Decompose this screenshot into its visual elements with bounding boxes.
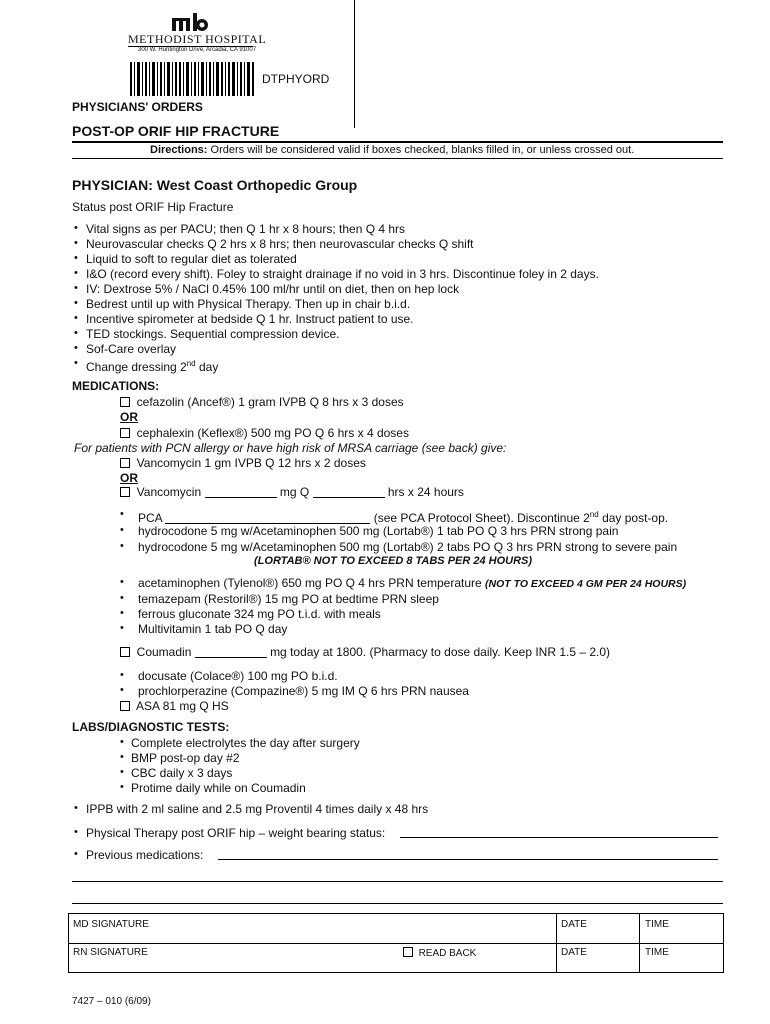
- checkbox[interactable]: [120, 458, 130, 468]
- med-cefazolin[interactable]: [120, 395, 404, 409]
- physician-line: [72, 177, 357, 193]
- form-title: POST-OP ORIF HIP FRACTURE: [72, 123, 280, 139]
- header-vertical-rule: [354, 0, 355, 128]
- directions-text: Orders will be considered valid if boxes checked, blanks filled in, or unless crossed out.: [210, 144, 635, 156]
- hospital-name: METHODIST HOSPITAL: [128, 32, 267, 46]
- vanco2-mid: mg Q: [279, 485, 310, 499]
- table-col-divider: [556, 914, 557, 972]
- lab-item: Complete electrolytes the day after surgery: [131, 736, 360, 750]
- bullet: •: [120, 766, 124, 778]
- bullet: •: [74, 357, 78, 369]
- form-type: PHYSICIANS' ORDERS: [72, 100, 203, 114]
- checkbox[interactable]: [120, 428, 130, 438]
- med-ferrous: ferrous gluconate 324 mg PO t.i.d. with meals: [138, 607, 381, 621]
- vanco-frequency-field[interactable]: [313, 486, 385, 498]
- weight-bearing-field[interactable]: [400, 837, 718, 838]
- bullet: •: [120, 607, 124, 619]
- dressing-sup: nd: [186, 359, 196, 368]
- med-prochlorperazine: prochlorperazine (Compazine®) 5 mg IM Q 6 hrs PRN nausea: [138, 684, 469, 698]
- bullet: •: [74, 282, 78, 294]
- bullet: •: [120, 669, 124, 681]
- lab-item: CBC daily x 3 days: [131, 766, 233, 780]
- form-number: 7427 – 010 (6/09): [72, 996, 151, 1007]
- pca-field[interactable]: [165, 512, 370, 524]
- or-label: OR: [120, 471, 138, 485]
- order-item: Incentive spirometer at bedside Q 1 hr. Instruct patient to use.: [86, 312, 414, 326]
- hospital-logo-icon: [170, 12, 210, 32]
- med-cephalexin[interactable]: [120, 426, 409, 440]
- pt-order: [86, 826, 385, 840]
- order-item-dressing: [86, 357, 218, 374]
- pca-sup: nd: [589, 510, 599, 519]
- prev-meds-line-2[interactable]: [72, 881, 723, 882]
- bullet: •: [120, 751, 124, 763]
- med-vanco1-label: Vancomycin 1 gm IVPB Q 12 hrs x 2 doses: [136, 456, 366, 470]
- bullet: •: [120, 622, 124, 634]
- prev-meds-field[interactable]: [218, 859, 718, 860]
- barcode-code: DTPHYORD: [262, 72, 330, 86]
- pt-label: Physical Therapy post ORIF hip – weight bearing status:: [86, 826, 386, 840]
- med-multivitamin: Multivitamin 1 tab PO Q day: [138, 622, 288, 636]
- checkbox[interactable]: [120, 647, 130, 657]
- lortab-warning: (LORTAB® NOT TO EXCEED 8 TABS PER 24 HOURS): [254, 555, 533, 567]
- checkbox[interactable]: [120, 701, 130, 711]
- md-signature-field[interactable]: [73, 919, 553, 941]
- barcode: [130, 62, 255, 96]
- md-signature-label: MD SIGNATURE: [73, 919, 149, 930]
- coumadin-label: Coumadin: [136, 645, 192, 659]
- bullet: •: [74, 802, 78, 814]
- read-back-checkbox[interactable]: [403, 947, 476, 959]
- rn-signature-label: RN SIGNATURE: [73, 947, 148, 958]
- bullet: •: [74, 237, 78, 249]
- date-label: DATE: [561, 947, 587, 958]
- read-back-label: READ BACK: [418, 948, 477, 959]
- bullet: •: [120, 576, 124, 588]
- ippb-order: IPPB with 2 ml saline and 2.5 mg Proventil 4 times daily x 48 hrs: [86, 802, 429, 816]
- acet-warning: (NOT TO EXCEED 4 GM PER 24 HOURS): [485, 578, 687, 590]
- time-label: TIME: [645, 947, 669, 958]
- or-label: OR: [120, 410, 138, 424]
- order-item: Sof-Care overlay: [86, 342, 177, 356]
- prev-meds-label: Previous medications:: [86, 848, 204, 862]
- bullet: •: [120, 592, 124, 604]
- med-cephalexin-label: cephalexin (Keflex®) 500 mg PO Q 6 hrs x 4 doses: [136, 426, 409, 440]
- bullet: •: [120, 540, 124, 552]
- med-hydrocodone-1: hydrocodone 5 mg w/Acetaminophen 500 mg (Lortab®) 1 tab PO Q 3 hrs PRN strong pain: [138, 524, 619, 538]
- time-label: TIME: [645, 919, 669, 930]
- md-time-field[interactable]: [645, 919, 719, 941]
- order-item: Liquid to soft to regular diet as tolerated: [86, 252, 297, 266]
- order-item: Bedrest until up with Physical Therapy. Then up in chair b.i.d.: [86, 297, 411, 311]
- lab-item: BMP post-op day #2: [131, 751, 240, 765]
- date-label: DATE: [561, 919, 587, 930]
- order-item: IV: Dextrose 5% / NaCl 0.45% 100 ml/hr until on diet, then on hep lock: [86, 282, 460, 296]
- bullet: •: [74, 222, 78, 234]
- prev-meds-line-3[interactable]: [72, 903, 723, 904]
- pca-end: day post-op.: [598, 511, 669, 525]
- bullet: •: [74, 826, 78, 838]
- vanco2-label: Vancomycin: [136, 485, 202, 499]
- bullet: •: [74, 252, 78, 264]
- hospital-address: 300 W. Huntington Drive, Arcadia, CA 91007: [138, 47, 257, 53]
- med-vancomycin-2[interactable]: [120, 485, 464, 499]
- rn-signature-field[interactable]: [73, 947, 393, 969]
- physician-label: PHYSICIAN:: [72, 177, 153, 193]
- med-temazepam: temazepam (Restoril®) 15 mg PO at bedtime PRN sleep: [138, 592, 439, 606]
- coumadin-dose-field[interactable]: [195, 646, 267, 658]
- physician-name: West Coast Orthopedic Group: [156, 177, 358, 193]
- vanco2-end: hrs x 24 hours: [387, 485, 464, 499]
- bullet: •: [120, 684, 124, 696]
- med-coumadin[interactable]: [120, 645, 610, 659]
- table-col-divider: [639, 914, 640, 972]
- bullet: •: [120, 781, 124, 793]
- med-cefazolin-label: cefazolin (Ancef®) 1 gram IVPB Q 8 hrs x 3 doses: [136, 395, 404, 409]
- checkbox[interactable]: [403, 947, 413, 957]
- bullet: •: [120, 508, 124, 520]
- med-hydrocodone-2: hydrocodone 5 mg w/Acetaminophen 500 mg (Lortab®) 2 tabs PO Q 3 hrs PRN strong to severe pain: [138, 540, 678, 554]
- order-item: Neurovascular checks Q 2 hrs x 8 hrs; then neurovascular checks Q shift: [86, 237, 474, 251]
- md-date-field[interactable]: [561, 919, 635, 941]
- bullet: •: [74, 327, 78, 339]
- order-item: TED stockings. Sequential compression device.: [86, 327, 340, 341]
- pcn-note: For patients with PCN allergy or have high risk of MRSA carriage (see back) give:: [74, 441, 507, 455]
- bullet: •: [74, 267, 78, 279]
- dressing-text: Change dressing 2: [86, 360, 187, 374]
- directions-rule: [72, 158, 723, 159]
- status-text: Status post ORIF Hip Fracture: [72, 200, 234, 214]
- table-row-divider: [69, 943, 723, 944]
- pca-label: PCA: [138, 511, 163, 525]
- signature-table: [68, 913, 724, 973]
- directions: [150, 143, 634, 157]
- acet-label: acetaminophen (Tylenol®) 650 mg PO Q 4 hrs PRN temperature: [138, 576, 482, 590]
- med-acetaminophen: [138, 576, 686, 591]
- bullet: •: [74, 342, 78, 354]
- bullet: •: [74, 312, 78, 324]
- bullet: •: [74, 848, 78, 860]
- dressing-post: day: [195, 360, 219, 374]
- directions-label: Directions:: [150, 144, 208, 156]
- hospital-logo: [170, 12, 210, 32]
- order-item: I&O (record every shift). Foley to straight drainage if no void in 3 hrs. Discontinue foley in 2 days.: [86, 267, 599, 281]
- coumadin-text: mg today at 1800. (Pharmacy to dose daily. Keep INR 1.5 – 2.0): [270, 645, 611, 659]
- med-docusate: docusate (Colace®) 100 mg PO b.i.d.: [138, 669, 338, 683]
- lab-item: Protime daily while on Coumadin: [131, 781, 306, 795]
- bullet: •: [120, 524, 124, 536]
- vanco-dose-field[interactable]: [205, 486, 277, 498]
- rn-time-field[interactable]: [645, 947, 719, 969]
- med-pca: [138, 508, 668, 525]
- bullet: •: [74, 297, 78, 309]
- checkbox[interactable]: [120, 397, 130, 407]
- asa-label: ASA 81 mg Q HS: [136, 699, 229, 713]
- med-vancomycin-1[interactable]: [120, 456, 366, 470]
- med-asa[interactable]: [120, 699, 229, 713]
- pca-text: (see PCA Protocol Sheet). Discontinue 2: [373, 511, 590, 525]
- checkbox[interactable]: [120, 487, 130, 497]
- bullet: •: [120, 736, 124, 748]
- barcode-icon: [130, 62, 255, 96]
- medications-heading: MEDICATIONS:: [72, 379, 160, 393]
- rn-date-field[interactable]: [561, 947, 635, 969]
- labs-heading: LABS/DIAGNOSTIC TESTS:: [72, 720, 230, 734]
- order-item: Vital signs as per PACU; then Q 1 hr x 8 hours; then Q 4 hrs: [86, 222, 406, 236]
